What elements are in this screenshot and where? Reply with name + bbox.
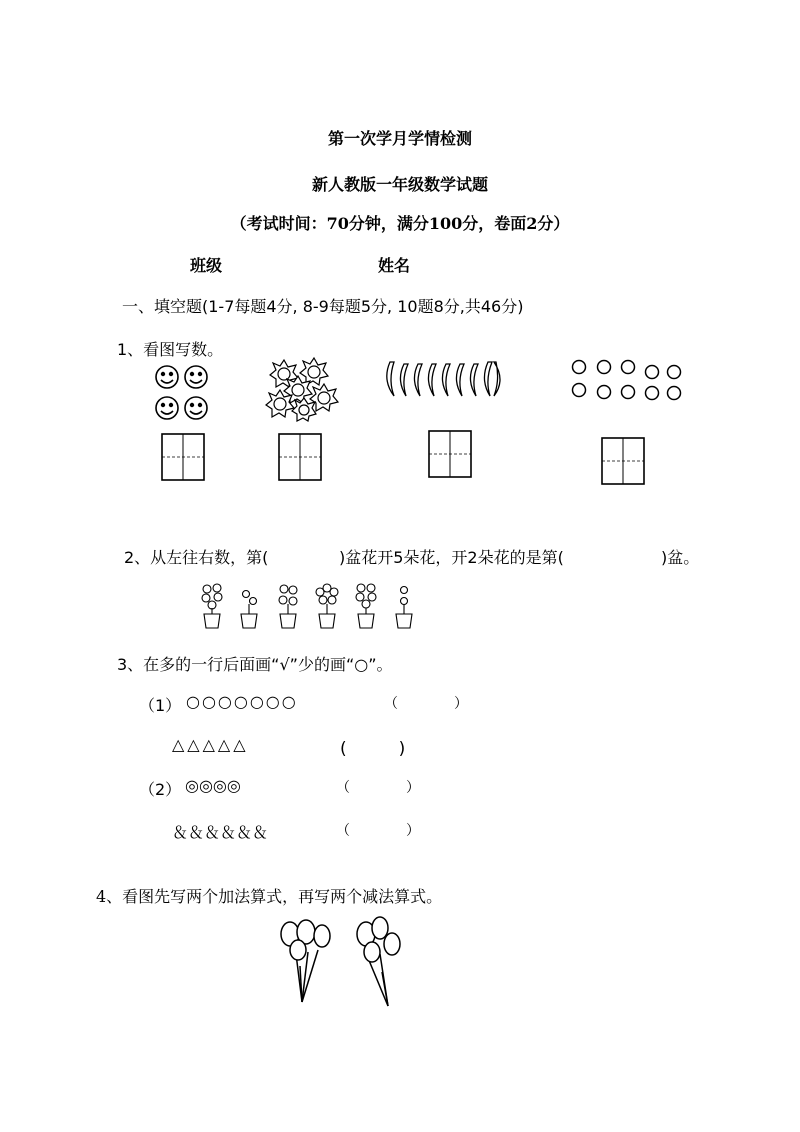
q3-row-1-symbols: ○○○○○○○ — [186, 692, 298, 711]
q4-prompt: 4、看图先写两个加法算式，再写两个减法算式。 — [96, 887, 443, 906]
smiley-faces-image — [152, 362, 216, 424]
page-subtitle: 新人教版一年级数学试题 — [311, 175, 488, 194]
circles-image — [570, 358, 682, 402]
sunflowers-image — [264, 358, 344, 424]
q2-blank-2[interactable] — [616, 545, 660, 565]
q3-row-3-symbols: ◎◎◎◎ — [185, 776, 241, 795]
q3-row-1-answer[interactable]: （ ） — [384, 696, 468, 712]
page-title: 第一次学月学情检测 — [327, 129, 472, 148]
q3-row-2-symbols: △△△△△ — [172, 735, 249, 754]
answer-box[interactable] — [278, 433, 322, 481]
q3-row-2-answer[interactable]: ( ) — [340, 739, 412, 759]
q2-text-part2: )盆花开5朵花，开2朵花的是第( — [339, 548, 564, 567]
answer-box[interactable] — [601, 437, 645, 485]
class-label: 班级 — [190, 256, 223, 275]
q3-row-3-prefix: （2） — [139, 780, 182, 799]
q3-row-1-prefix: （1） — [139, 696, 182, 715]
answer-box[interactable] — [161, 433, 205, 481]
name-label: 姓名 — [378, 256, 411, 275]
q2-text-part1: 2、从左往右数，第( — [124, 548, 269, 567]
answer-box[interactable] — [428, 430, 472, 478]
exam-info: （考试时间：70分钟，满分100分，卷面2分） — [230, 214, 570, 233]
q3-row-4-symbols: ＆＆＆＆＆＆ — [172, 823, 269, 842]
q2-text-part3: )盆。 — [661, 548, 700, 567]
q2-blank-1[interactable] — [288, 545, 338, 565]
q3-row-3-answer[interactable]: （ ） — [336, 780, 420, 796]
balloons-image — [276, 914, 406, 1010]
q3-row-4-answer[interactable]: （ ） — [336, 823, 420, 839]
q3-prompt: 3、在多的一行后面画“√”少的画“○”。 — [117, 655, 393, 674]
section-heading: 一、填空题(1-7每题4分, 8-9每题5分, 10题8分,共46分) — [122, 297, 524, 316]
q1-prompt: 1、看图写数。 — [117, 340, 224, 359]
bananas-image — [384, 358, 504, 400]
flower-pots-image — [196, 582, 418, 630]
